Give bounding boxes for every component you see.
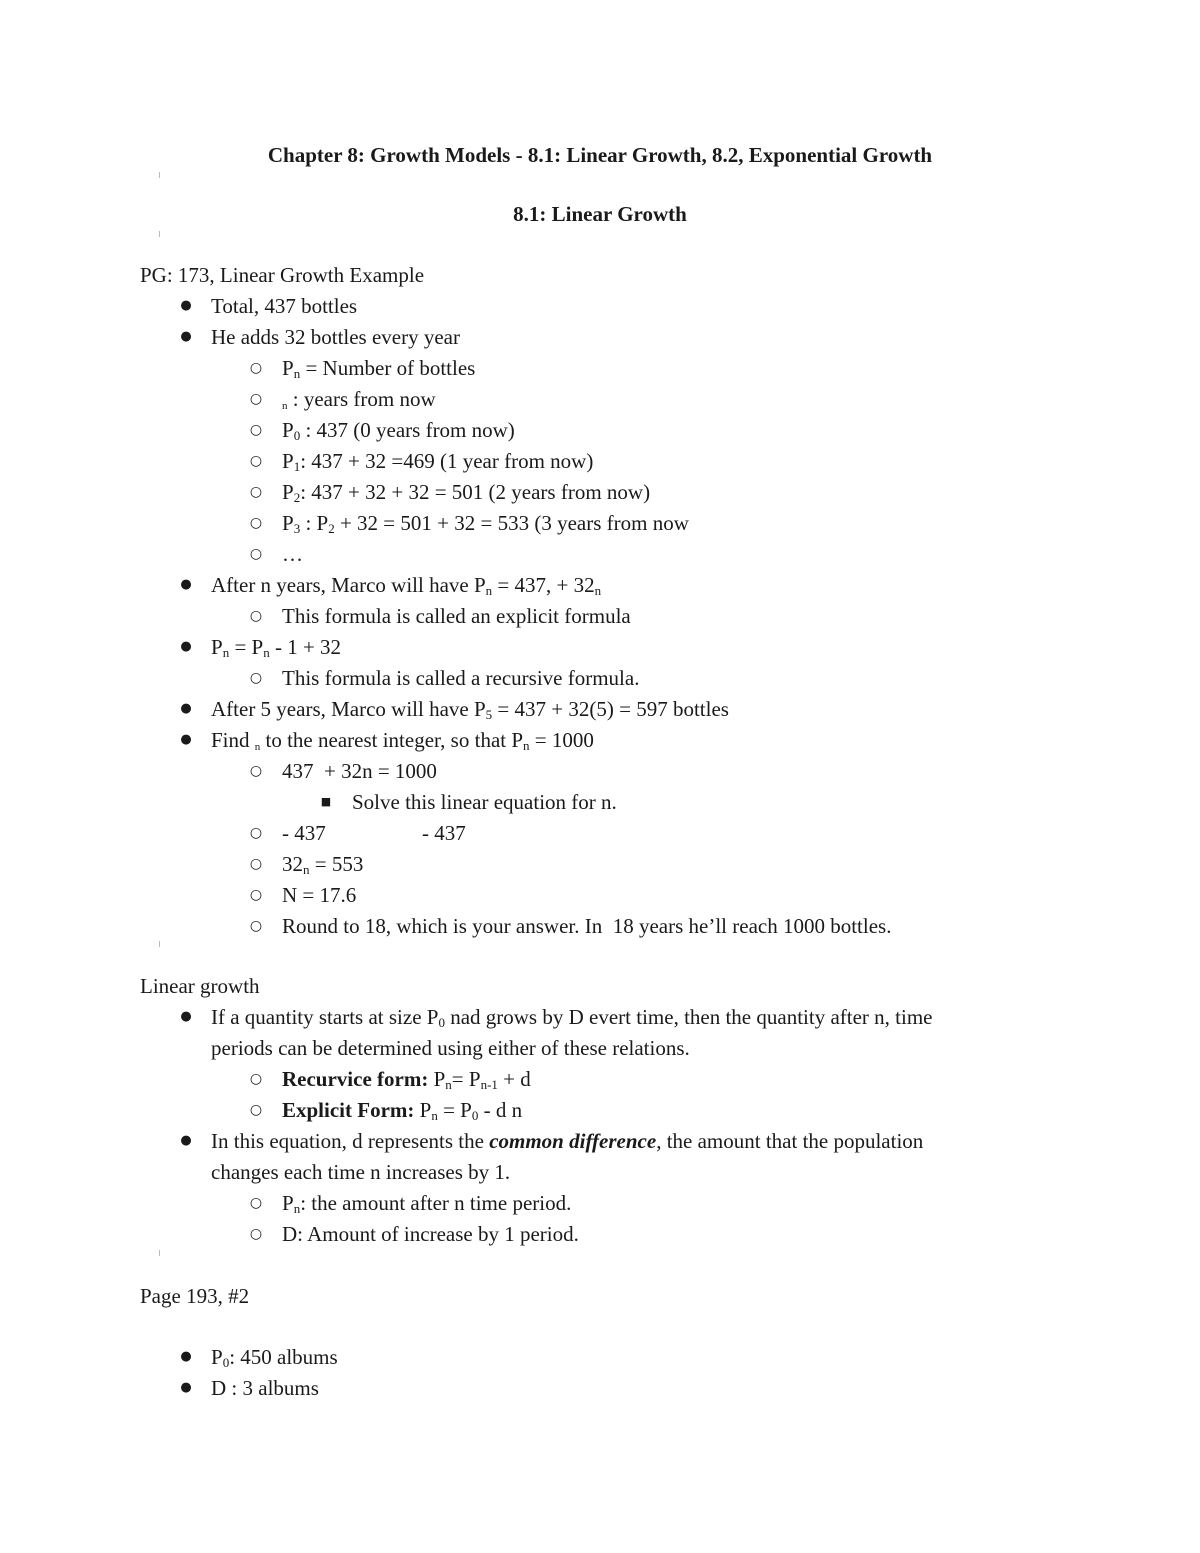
square-icon: ■ [320, 795, 332, 808]
bullet-icon: ● [180, 329, 192, 344]
circle-icon: ○ [249, 360, 263, 376]
circle-icon: ○ [249, 608, 263, 624]
circle-icon: ○ [249, 422, 263, 438]
circle-icon: ○ [249, 391, 263, 407]
example-heading: PG: 173, Linear Growth Example [140, 263, 425, 287]
bullet-icon: ● [180, 701, 192, 716]
bullet-icon: ● [180, 577, 192, 592]
paragraph-mark [159, 172, 160, 178]
circle-icon: ○ [249, 856, 263, 872]
section-title: 8.1: Linear Growth [513, 202, 687, 226]
document-page: Chapter 8: Growth Models - 8.1: Linear Growth, 8.2, Exponential Growth 8.1: Linear Growth PG: 173, Linear Growth Example ● Total, 437 bottles ● He adds 32 bottles every year ○ $P_n$ = Number of bottles ○ $_n$ : years from now ○ $P_0$ : 437 (0 years from now) ○ $P_1$: 437 + 32 =469 (1 year from now) ○ $P_2$: 437 + 32 + 32 = 501 (2 years from now) ○ $P_3$ : $P_2 + 32 = 501 + 32 = 533$ (3 years from now ○ … ● After n years, Marco will have $P_n = 437$, + $32_n$ ○ This formula is called an explicit formula ● $P_n = P_n - 1 + 32$ ○ This formula is called a recursive formula. ● After 5 years, Marco will have $P_5 = 437 + 32(5) = 597$ bottles ● Find $_n$ to the nearest integer, so that $P_n = 1000$ ○ 437 + 32n = 1000 ■ Solve this linear equation for n. ○ - 437 - 437 ○ $32_n = 553$ ○ N = 17.6 ○ Round to 18, which is your answer. In 18 years he’ll reach 1000 bottles. Linear growth ● If a quantity starts at size $P_0$ nad grows by D evert time, then the quantity after n, time periods can be determined using either of these relations. ○ Recurvice form: $P_n= P_{n-1} + d$ ○ Explicit Form: $P_n = P_0 - d$ n ● In this equation, d represents the common difference, the amount that the population changes each time n increases by 1. ○ $P_n$: the amount after n time period. ○ D: Amount of increase by 1 period. Page 193, #2 ● $P_0$: 450 albums ● D : 3 albums [0, 0, 1200, 1553]
chapter-title: Chapter 8: Growth Models - 8.1: Linear Growth, 8.2, Exponential Growth [267, 143, 933, 167]
bullet-icon: ● [180, 1009, 192, 1024]
circle-icon: ○ [249, 453, 263, 469]
list-item-continuation: changes each time n increases by 1. [211, 1160, 511, 1184]
circle-icon: ○ [249, 1226, 263, 1242]
bullet-icon: ● [180, 1380, 192, 1395]
paragraph-mark [159, 1250, 160, 1256]
circle-icon: ○ [249, 763, 263, 779]
emphasis-term: common difference [489, 1129, 657, 1153]
circle-icon: ○ [249, 1102, 263, 1118]
bullet-icon: ● [180, 298, 192, 313]
problem-heading: Page 193, #2 [140, 1284, 250, 1308]
bullet-icon: ● [180, 1349, 192, 1364]
list-item-continuation: periods can be determined using either of these relations. [211, 1036, 690, 1060]
bullet-icon: ● [180, 639, 192, 654]
circle-icon: ○ [249, 1071, 263, 1087]
circle-icon: ○ [249, 887, 263, 903]
circle-icon: ○ [249, 670, 263, 686]
circle-icon: ○ [249, 546, 263, 562]
circle-icon: ○ [249, 484, 263, 500]
circle-icon: ○ [249, 1195, 263, 1211]
linear-heading: Linear growth [140, 974, 260, 998]
circle-icon: ○ [249, 918, 263, 934]
paragraph-mark [159, 941, 160, 947]
bullet-icon: ● [180, 732, 192, 747]
bullet-icon: ● [180, 1133, 192, 1148]
circle-icon: ○ [249, 515, 263, 531]
circle-icon: ○ [249, 825, 263, 841]
paragraph-mark [159, 231, 160, 237]
